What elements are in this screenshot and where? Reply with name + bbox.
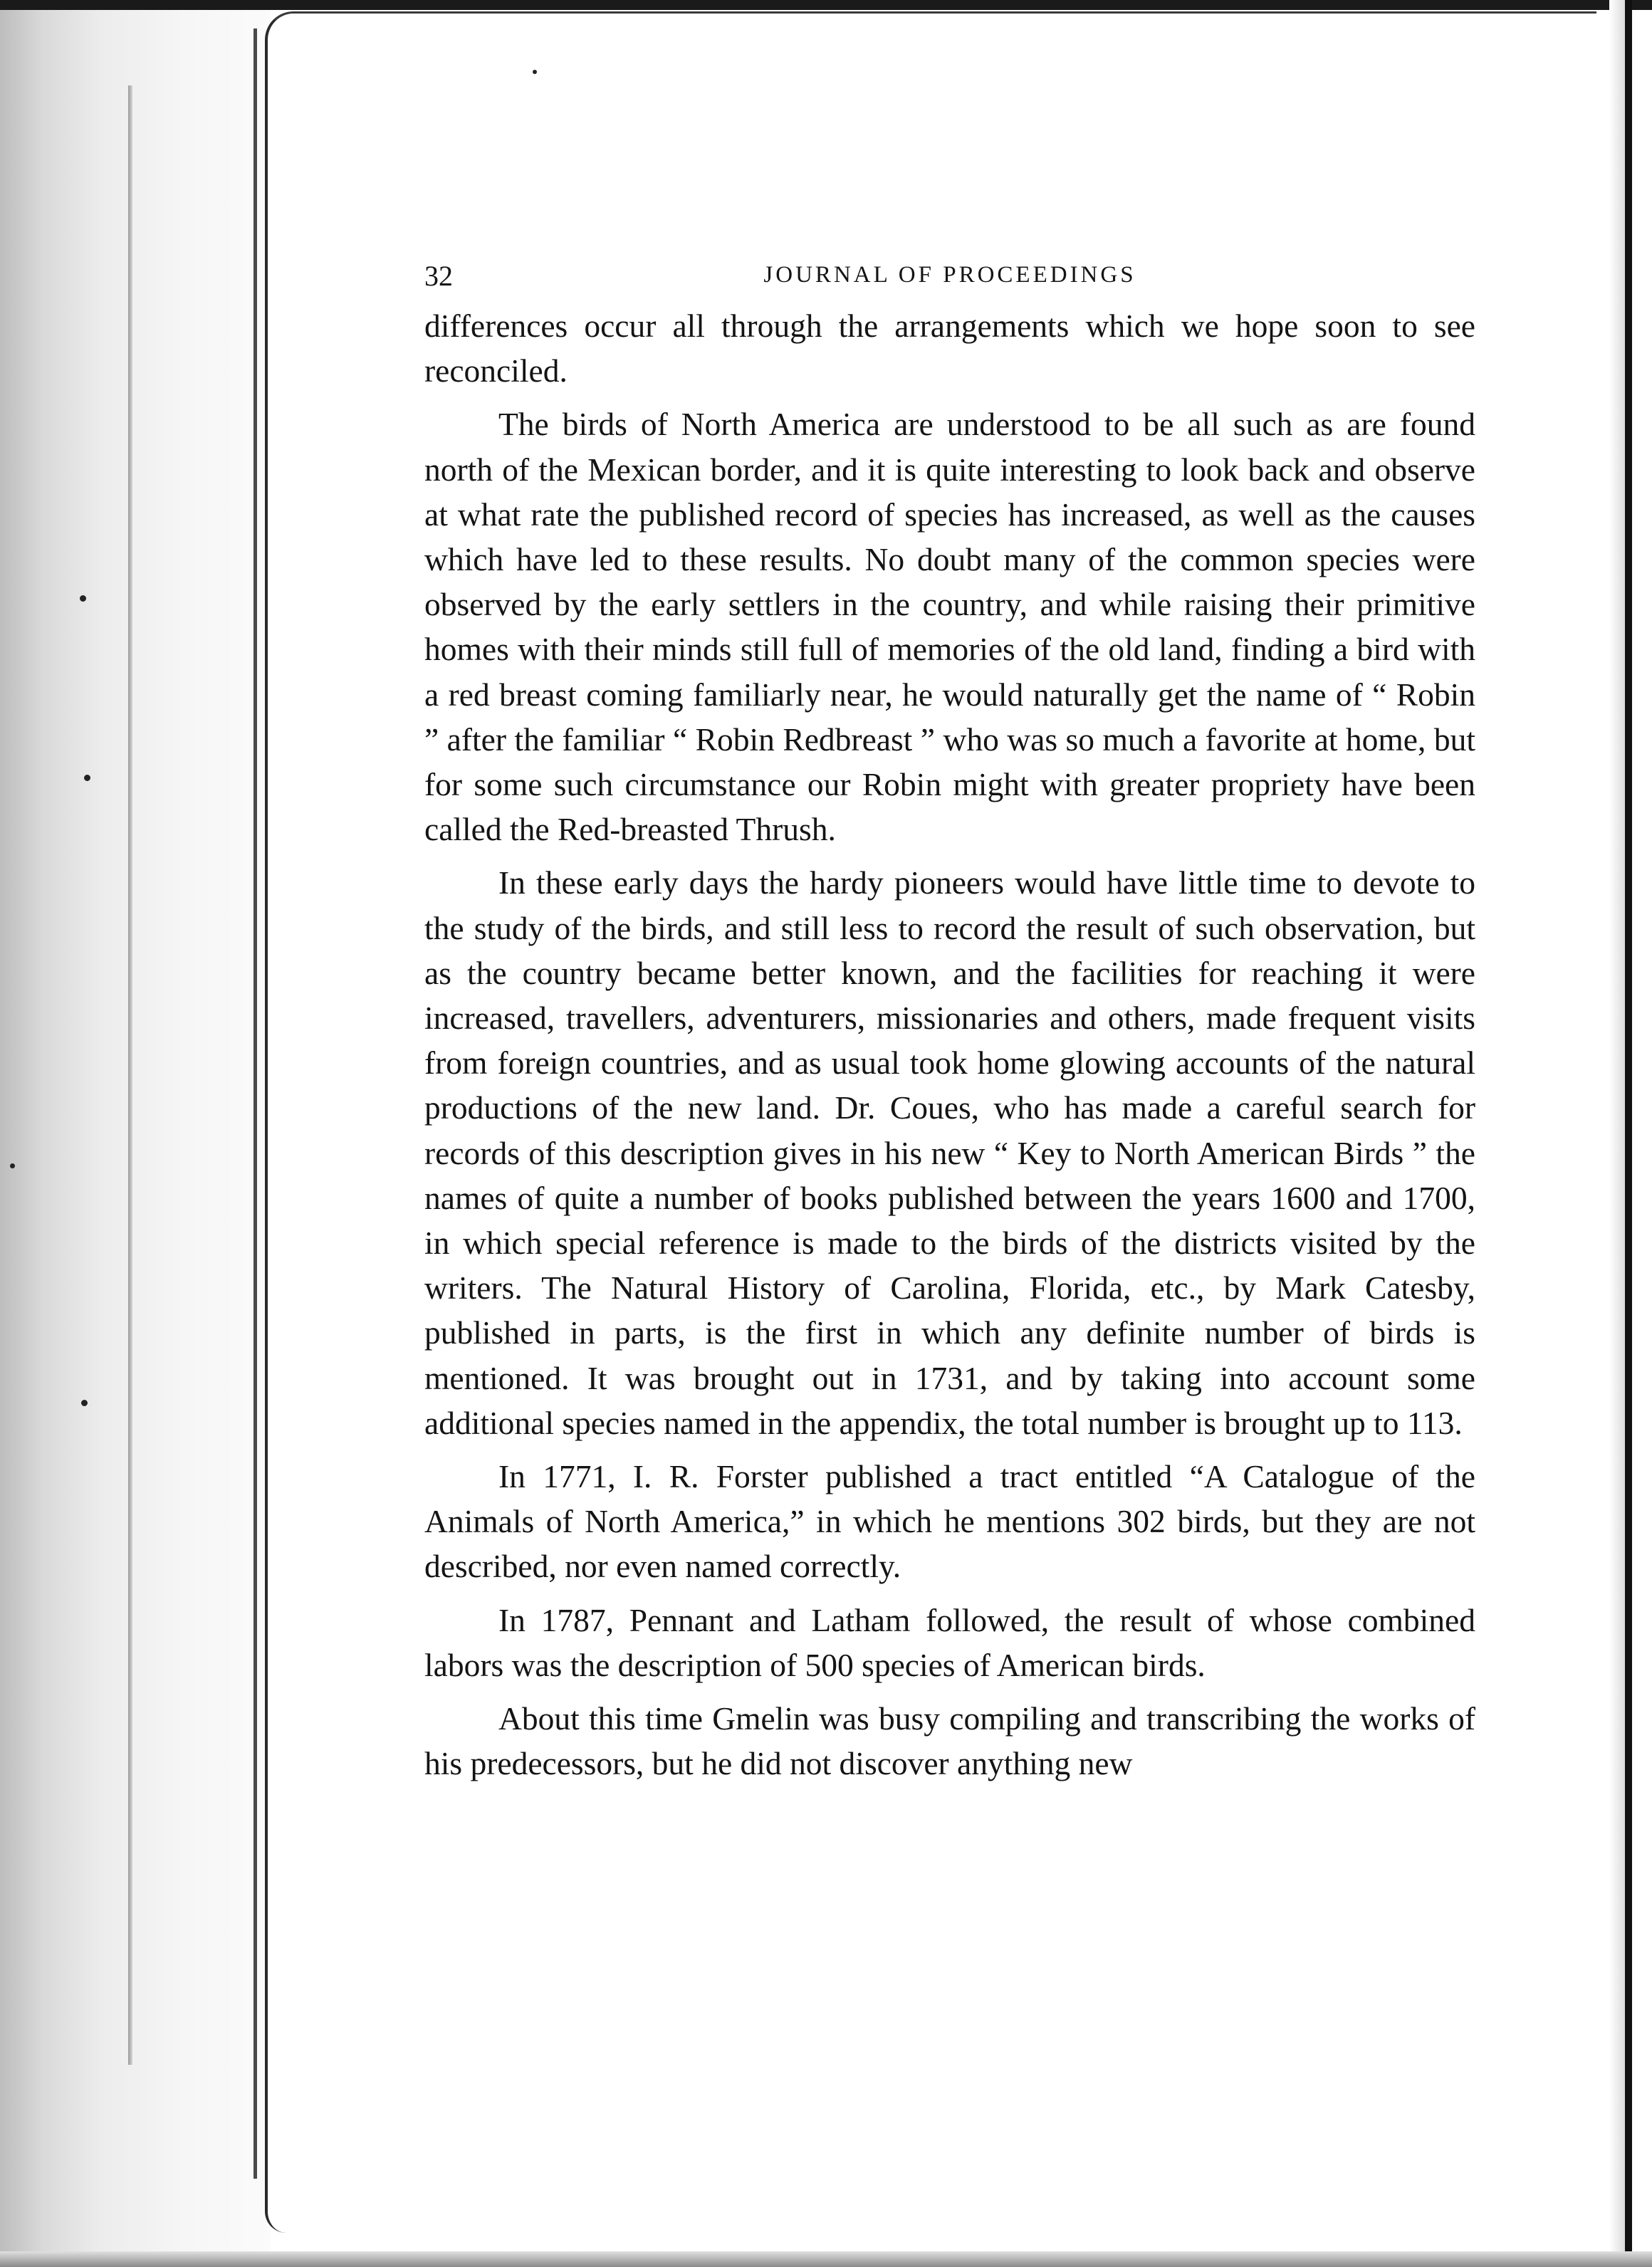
page-number: 32: [424, 260, 453, 292]
scan-bottom-edge: [0, 2251, 1652, 2267]
text-block: [424, 256, 1475, 1786]
scan-speck: [81, 1400, 88, 1406]
scan-speck: [84, 775, 90, 781]
running-head: [424, 256, 1475, 296]
binding-line: [253, 28, 257, 2179]
journal-title: JOURNAL OF PROCEEDINGS: [763, 262, 1136, 288]
paragraph-early-days: In these early days the hardy pioneers would have little time to devote to the study of the birds, and still less to record the result of such observation, but as the country became better known, and the facilities for reaching it were increased, travellers, adventurers, missionaries and others, made frequent visits from foreign countries, and as usual took home glowing accounts of the natural productions of the new land. Dr. Coues, who has made a careful search for records of this description gives in his new “ Key to North American Birds ” the names of quite a number of books published between the years 1600 and 1700, in which special reference is made to the birds of the districts visited by the writers. The Natural History of Carolina, Florida, etc., by Mark Catesby, published in parts, is the first in which any definite number of birds is mentioned. It was brought out in 1731, and by taking into account some additional species named in the appendix, the total number is brought up to 113.: [424, 864, 1475, 1441]
book-edge-shading: [0, 0, 271, 2267]
paragraph-pennant-latham-1787: In 1787, Pennant and Latham followed, the result of whose combined labors was the description of 500 species of American birds.: [424, 1601, 1475, 1683]
scan-right-edge: [1625, 0, 1632, 2267]
scan-speck: [80, 595, 86, 602]
paragraph-continuation: differences occur all through the arrangements which we hope soon to see reconciled.: [424, 308, 1475, 389]
paragraph-birds-of-north-america: The birds of North America are understood to be all such as are found north of the Mexican border, and it is quite interesting to look back and observe at what rate the published record of species has increased, as well as the causes which have led to these results. No doubt many of the common species were observed by the early settlers in the country, and while raising their primitive homes with their minds still full of memories of the old land, finding a bird with a red breast coming familiarly near, he would naturally get the name of “ Robin ” after the familiar “ Robin Redbreast ” who was so much a favorite at home, but for some such circumstance our Robin might with greater propriety have been called the Red-breasted Thrush.: [424, 406, 1475, 848]
underlying-page-fold: [128, 85, 132, 2065]
scan-speck: [533, 70, 537, 74]
paragraph-forster-1771: In 1771, I. R. Forster published a tract entitled “A Catalogue of the Animals of North America,” in which he mentions 302 birds, but they are not described, nor even named correctly.: [424, 1458, 1475, 1585]
paragraph-gmelin: About this time Gmelin was busy compiling and transcribing the works of his predecessors, but he did not discover anything new: [424, 1700, 1475, 1782]
page-right-shadow: [1609, 0, 1625, 2267]
scan-top-edge: [0, 0, 1652, 10]
scan-speck: [10, 1163, 15, 1168]
